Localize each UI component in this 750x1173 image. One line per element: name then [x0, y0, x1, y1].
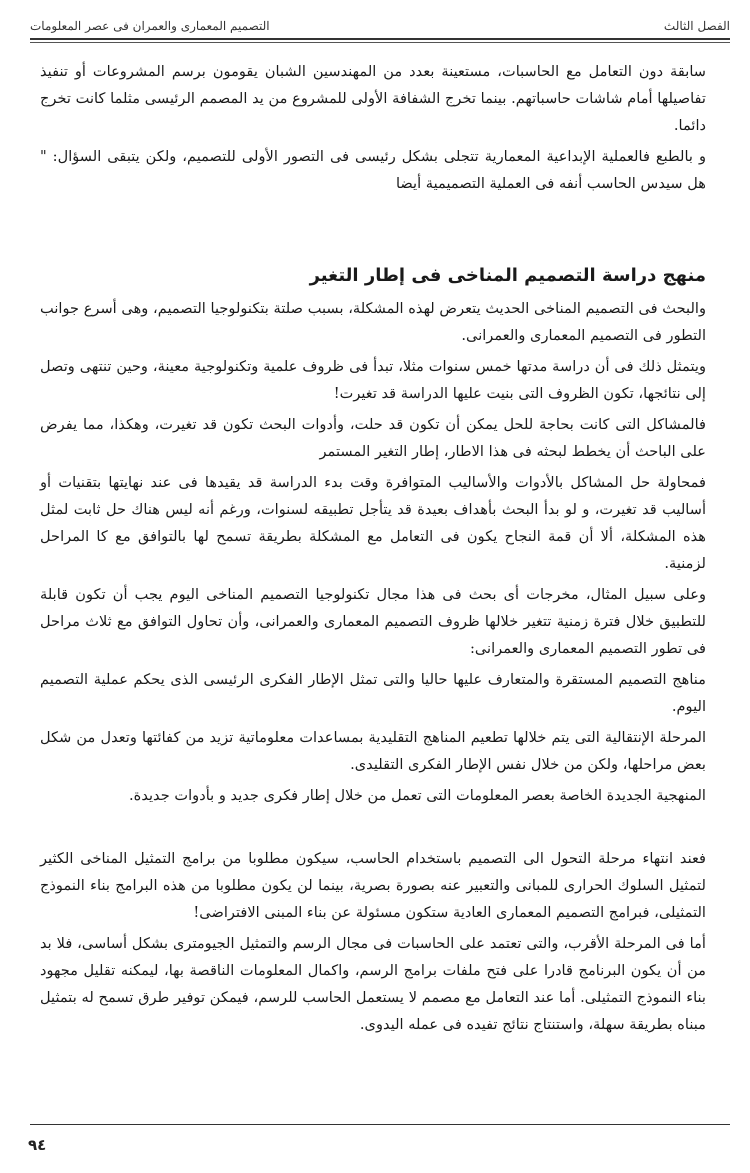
- page-body: [40, 58, 706, 1042]
- header-rule-thin: [30, 42, 730, 43]
- paragraph: أما فى المرحلة الأقرب، والتى تعتمد على الحاسبات فى مجال الرسم والتمثيل الجيومترى بشكل أساسى، فلا بد من أن يكون البرنامج قادرا على فتح ملفات برامج الرسم، واكمال المعلومات الناقصة بها، ليمكنه تقليل مجهود بناء النموذج التمثيلى. أما عند التعامل مع مصمم لا يستعمل الحاسب للرسم، فيمكن توفير طرق تسمح له بتمثيل مبناه بطريقة سهلة، واستنتاج نتائج تفيده فى عمله اليدوى.: [40, 935, 706, 1033]
- section-heading: منهج دراسة التصميم المناخى فى إطار التغير: [309, 265, 706, 286]
- section-gap: [40, 813, 706, 845]
- chapter-label: الفصل الثالث: [663, 19, 730, 33]
- paragraph: وعلى سبيل المثال، مخرجات أى بحث فى هذا مجال تكنولوجيا التصميم المناخى اليوم يجب أن تكون قابلة للتطبيق خلال فترة زمنية تتغير خلالها ظروف التصميم المعمارى والعمرانى، وأن تحاول التوافق مع ثلاث مراحل فى تطور التصميم المعمارى والعمرانى:: [40, 586, 706, 657]
- paragraph: فمحاولة حل المشاكل بالأدوات والأساليب المتوافرة وقت بدء الدراسة قد يقيدها فى عند نهايتها بتقنيات أو أساليب قد تغيرت، و لو بدأ البحث بأهداف بعيدة قد يتأجل تطبيقه لسنوات، ورغم أنه ليس هناك حل ثابت لمثل هذه المشكلة، ألا أن قمة النجاح يكون فى التعامل مع المشكلة بطريقة تسمح لها بالتوافق مع كا المراحل لزمنية.: [40, 474, 706, 572]
- page-number: ٩٤: [28, 1136, 47, 1154]
- footer-rule: [30, 1124, 730, 1125]
- paragraph: سابقة دون التعامل مع الحاسبات، مستعينة بعدد من المهندسين الشبان يقومون برسم المشروعات أو تنفيذ تفاصيلها أمام شاشات حاسباتهم. بينما تخرج الشفافة الأولى للمشروع من يد المصمم الرئيسى مثلما كانت تخرج دائما.: [40, 63, 706, 134]
- paragraph: و بالطبع فالعملية الإبداعية المعمارية تتجلى بشكل رئيسى فى التصور الأولى للتصميم، ولكن يتبقى السؤال: " هل سيدس الحاسب أنفه فى العملية التصميمية أيضا: [40, 148, 706, 192]
- paragraph: مناهج التصميم المستقرة والمتعارف عليها حاليا والتى تمثل الإطار الفكرى الرئيسى الذى يحكم عملية التصميم اليوم.: [40, 671, 706, 715]
- paragraph: المنهجية الجديدة الخاصة بعصر المعلومات التى تعمل من خلال إطار فكرى جديد و بأدوات جديدة.: [129, 787, 706, 804]
- paragraph: المرحلة الإنتقالية التى يتم خلالها تطعيم المناهج التقليدية بمساعدات معلوماتية تزيد من كفائتها وتعدل من شكل بعض مراحلها، ولكن من خلال نفس الإطار الفكرى التقليدى.: [40, 729, 706, 773]
- paragraph: والبحث فى التصميم المناخى الحديث يتعرض لهذه المشكلة، بسبب صلتة بتكنولوجيا التصميم، وهى أسرع جوانب التطور فى التصميم المعمارى والعمرانى.: [40, 300, 706, 344]
- header-rule: [30, 38, 730, 40]
- paragraph: ويتمثل ذلك فى أن دراسة مدتها خمس سنوات مثلا، تبدأ فى ظروف علمية وتكنولوجية معينة، وحين تنتهى وتصل إلى نتائجها، تكون الظروف التى بنيت عليها الدراسة قد تغيرت!: [40, 358, 706, 402]
- book-title: التصميم المعمارى والعمران فى عصر المعلومات: [30, 19, 270, 33]
- running-header: [30, 14, 730, 38]
- paragraph: فالمشاكل التى كانت بحاجة للحل يمكن أن تكون قد حلت، وأدوات البحث تكون قد تغيرت، وهكذا، مما يفرض على الباحث أن يخطط لبحثه فى هذا الاطار، إطار التغير المستمر: [40, 416, 706, 460]
- paragraph: فعند انتهاء مرحلة التحول الى التصميم باستخدام الحاسب، سيكون مطلوبا من برامج التمثيل المناخى الكثير لتمثيل السلوك الحرارى للمبانى والتعبير عنه بصورة بصرية، بينما لن يكون مطلوبا من هذه البرامج بناء النموذج التمثيلى، فبرامج التصميم المعمارى العادية ستكون مسئولة عن بناء المبنى الافتراضى!: [40, 850, 706, 921]
